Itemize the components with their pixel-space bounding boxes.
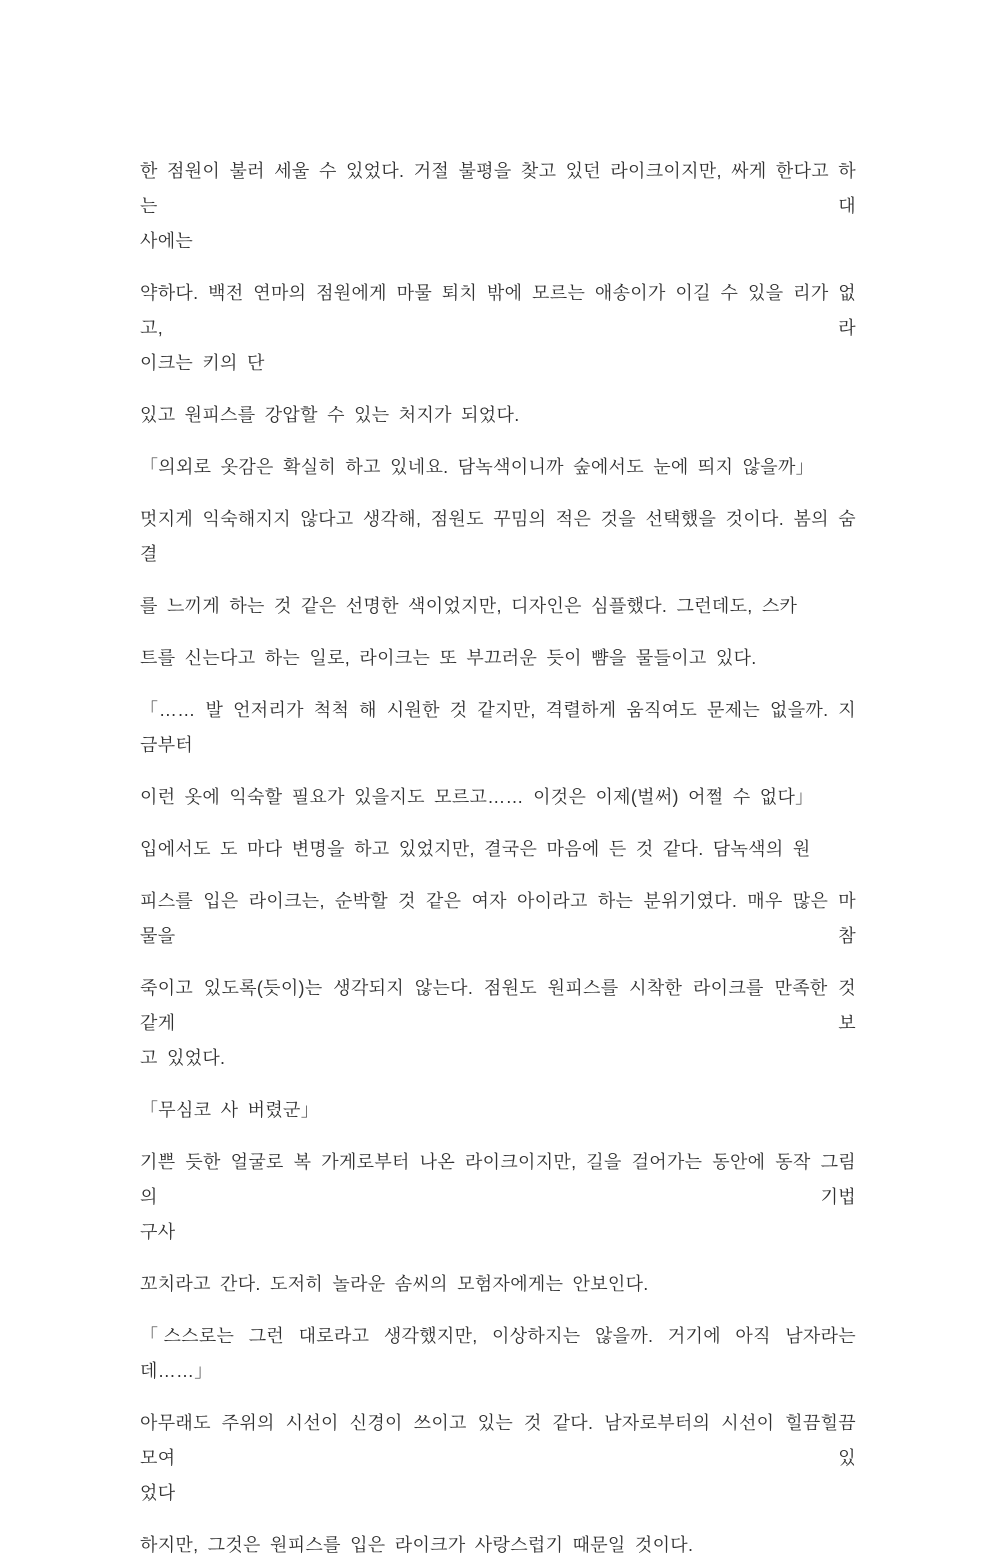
text-line: 피스를 입은 라이크는, 순박할 것 같은 여자 아이라고 하는 분위기였다. 매우 많은 마물을 참 bbox=[140, 891, 856, 946]
text-line: 하지만, 그것은 원피스를 입은 라이크가 사랑스럽기 때문일 것이다. bbox=[140, 1535, 694, 1555]
paragraph bbox=[140, 1093, 856, 1128]
text-line: 멋지게 익숙해지지 않다고 생각해, 점원도 꾸밈의 적은 것을 선택했을 것이다. 봄의 숨결 bbox=[140, 509, 856, 564]
paragraph bbox=[140, 832, 856, 867]
paragraph bbox=[140, 884, 856, 954]
text-line: 사에는 bbox=[140, 231, 194, 251]
text-line: 기쁜 듯한 얼굴로 복 가게로부터 나온 라이크이지만, 길을 걸어가는 동안에 동작 그림의 기법 bbox=[140, 1152, 856, 1207]
text-line: 었다 bbox=[140, 1483, 176, 1503]
text-line: 죽이고 있도록(듯이)는 생각되지 않는다. 점원도 원피스를 시착한 라이크를 만족한 것 같게 보 bbox=[140, 978, 856, 1033]
paragraph bbox=[140, 398, 856, 433]
text-line: 약하다. 백전 연마의 점원에게 마물 퇴치 밖에 모르는 애송이가 이길 수 있을 리가 없고, 라 bbox=[140, 283, 856, 338]
paragraph bbox=[140, 693, 856, 763]
text-line: 트를 신는다고 하는 일로, 라이크는 또 부끄러운 듯이 뺨을 물들이고 있다. bbox=[140, 648, 757, 668]
paragraph bbox=[140, 641, 856, 676]
text-line: 꼬치라고 간다. 도저히 놀라운 솜씨의 모험자에게는 안보인다. bbox=[140, 1274, 649, 1294]
quoted-dialogue-line: 이런 옷에 익숙할 필요가 있을지도 모르고…… 이것은 이제(벌써) 어쩔 수 없다」 bbox=[140, 787, 814, 807]
text-line: 이크는 키의 단 bbox=[140, 353, 265, 373]
paragraph bbox=[140, 1267, 856, 1302]
paragraph bbox=[140, 1406, 856, 1511]
quoted-dialogue-line: 「…… 발 언저리가 척척 해 시원한 것 같지만, 격렬하게 움직여도 문제는 없을까. 지금부터 bbox=[140, 700, 856, 755]
quoted-dialogue-line: 「의외로 옷감은 확실히 하고 있네요. 담녹색이니까 숲에서도 눈에 띄지 않을까」 bbox=[140, 457, 814, 477]
text-line: 구사 bbox=[140, 1222, 176, 1242]
paragraph bbox=[140, 502, 856, 572]
paragraph bbox=[140, 450, 856, 485]
paragraph bbox=[140, 1528, 856, 1563]
text-line: 입에서도 도 마다 변명을 하고 있었지만, 결국은 마음에 든 것 같다. 담녹색의 원 bbox=[140, 839, 811, 859]
paragraph bbox=[140, 1319, 856, 1389]
paragraph bbox=[140, 276, 856, 381]
paragraph bbox=[140, 1145, 856, 1250]
paragraph bbox=[140, 780, 856, 815]
quoted-dialogue-line: 「스스로는 그런 대로라고 생각했지만, 이상하지는 않을까. 거기에 아직 남자라는데……」 bbox=[140, 1326, 856, 1381]
text-line: 있고 원피스를 강압할 수 있는 처지가 되었다. bbox=[140, 405, 520, 425]
text-line: 한 점원이 불러 세울 수 있었다. 거절 불평을 찾고 있던 라이크이지만, 싸게 한다고 하는 대 bbox=[140, 161, 856, 216]
paragraph bbox=[140, 589, 856, 624]
text-line: 를 느끼게 하는 것 같은 선명한 색이었지만, 디자인은 심플했다. 그런데도, 스카 bbox=[140, 596, 798, 616]
paragraph bbox=[140, 971, 856, 1076]
text-line: 아무래도 주위의 시선이 신경이 쓰이고 있는 것 같다. 남자로부터의 시선이 힐끔힐끔 모여 있 bbox=[140, 1413, 856, 1468]
quoted-dialogue-line: 「무심코 사 버렸군」 bbox=[140, 1100, 320, 1120]
paragraph bbox=[140, 154, 856, 259]
text-line: 고 있었다. bbox=[140, 1048, 226, 1068]
